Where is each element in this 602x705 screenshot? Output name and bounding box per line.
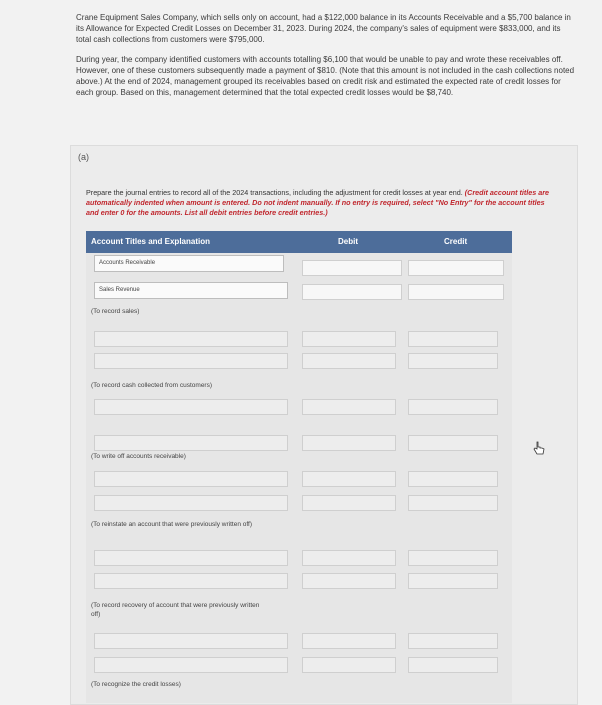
debit-input[interactable] (302, 353, 396, 369)
credit-input[interactable] (408, 284, 504, 300)
credit-input[interactable] (408, 399, 498, 415)
journal-table-header (86, 231, 512, 253)
debit-input[interactable] (302, 550, 396, 566)
credit-input[interactable] (408, 260, 504, 276)
mouse-pointer-icon (533, 441, 545, 455)
column-header-debit: Debit (338, 237, 358, 246)
debit-input[interactable] (302, 471, 396, 487)
account-title-value: Accounts Receivable (99, 260, 156, 266)
account-title-select[interactable] (94, 331, 288, 347)
credit-input[interactable] (408, 435, 498, 451)
account-title-select[interactable] (94, 657, 288, 673)
debit-input[interactable] (302, 260, 402, 276)
account-title-select[interactable] (94, 633, 288, 649)
credit-input[interactable] (408, 471, 498, 487)
instructions-text: Prepare the journal entries to record all of the 2024 transactions, including the adjustment for credit losses at year end. (86, 188, 463, 197)
account-title-select[interactable] (94, 573, 288, 589)
account-title-select[interactable] (94, 471, 288, 487)
debit-input[interactable] (302, 331, 396, 347)
debit-input[interactable] (302, 657, 396, 673)
instructions-red-text: (Credit account titles are automatically indented when amount is entered. Do not indent manually. If no entry is required, select "No Entry" for the account titles and enter 0 for the amounts. List all debit entries before credit entries.) (86, 188, 550, 217)
instructions (86, 188, 558, 218)
account-title-select[interactable] (94, 435, 288, 451)
part-label: (a) (78, 152, 89, 162)
debit-input[interactable] (302, 495, 396, 511)
problem-statement (76, 12, 576, 107)
entry-note: (To record cash collected from customers) (91, 382, 213, 389)
credit-input[interactable] (408, 353, 498, 369)
credit-input[interactable] (408, 495, 498, 511)
credit-input[interactable] (408, 573, 498, 589)
credit-input[interactable] (408, 550, 498, 566)
debit-input[interactable] (302, 284, 402, 300)
entry-note: (To recognize the credit losses) (91, 681, 181, 688)
debit-input[interactable] (302, 573, 396, 589)
entry-note: (To write off accounts receivable) (91, 453, 186, 460)
entry-note: (To record sales) (91, 308, 140, 315)
debit-input[interactable] (302, 633, 396, 649)
credit-input[interactable] (408, 633, 498, 649)
credit-input[interactable] (408, 657, 498, 673)
account-title-select[interactable] (94, 399, 288, 415)
column-header-account: Account Titles and Explanation (91, 237, 210, 246)
column-header-credit: Credit (444, 237, 468, 246)
debit-input[interactable] (302, 399, 396, 415)
entry-note: (To reinstate an account that were previously written off) (91, 521, 253, 528)
account-title-value: Sales Revenue (99, 287, 140, 293)
entry-note: (To record recovery of account that were previously written off) (91, 602, 260, 618)
account-title-select[interactable] (94, 550, 288, 566)
account-title-select[interactable] (94, 495, 288, 511)
problem-paragraph-1: Crane Equipment Sales Company, which sells only on account, had a $122,000 balance in its Accounts Receivable and a $5,700 balance in its Allowance for Expected Credit Losses on December 31, 2023. During 2024, the company's sales of equipment were $833,000, and its total cash collections from customers were $795,000. (76, 13, 571, 44)
account-title-select[interactable] (94, 353, 288, 369)
account-title-select[interactable] (94, 282, 288, 299)
debit-input[interactable] (302, 435, 396, 451)
journal-table-body (86, 253, 512, 703)
account-title-select[interactable] (94, 255, 284, 272)
problem-paragraph-2: During year, the company identified customers with accounts totalling $6,100 that would be unable to pay and wrote these receivables off. However, one of these customers subsequently made a payment of $810. (Note that this amount is not included in the cash collections noted above.) At the end of 2024, management grouped its receivables based on credit risk and estimated the expected rate of credit losses for each group. Based on this, management determined that the total expected credit losses would be $8,740. (76, 55, 575, 97)
credit-input[interactable] (408, 331, 498, 347)
